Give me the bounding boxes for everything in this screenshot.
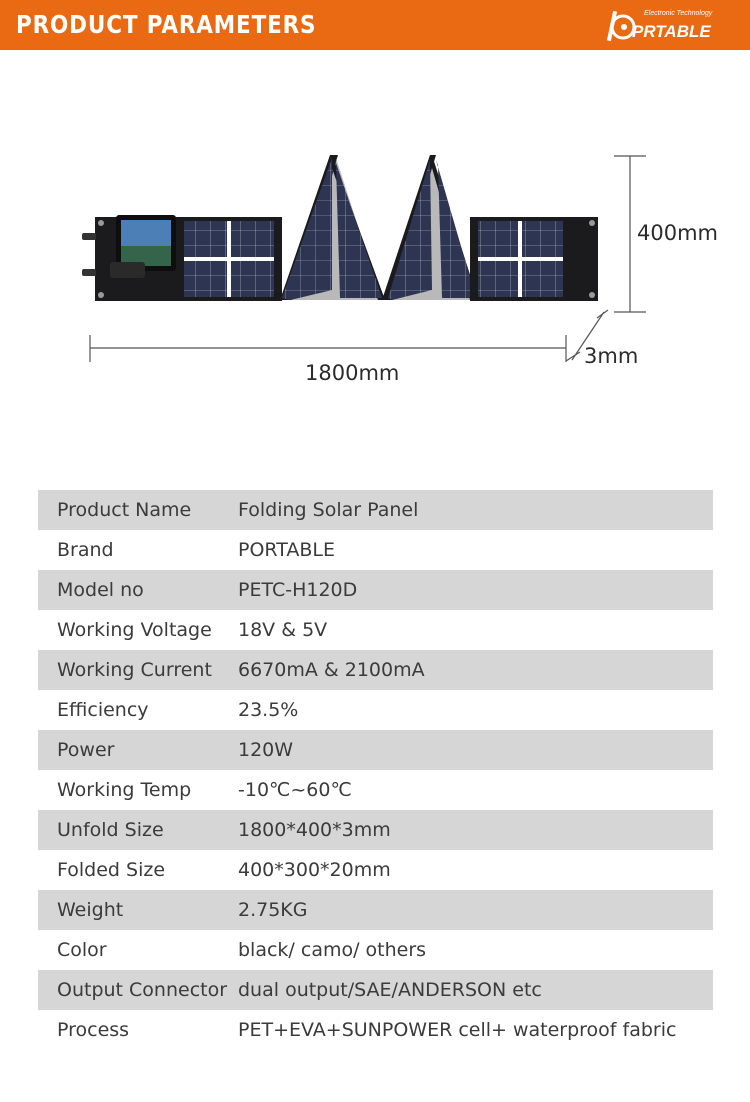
param-value: 1800*400*3mm (238, 819, 391, 841)
table-row (38, 1010, 713, 1050)
thickness-dimension-label: 3mm (584, 344, 639, 368)
param-label: Working Temp (57, 779, 192, 801)
table-row (38, 850, 713, 890)
table-row (38, 930, 713, 970)
param-label: Weight (57, 899, 124, 921)
table-row (38, 610, 713, 650)
length-dimension-label: 1800mm (305, 361, 400, 385)
param-label: Folded Size (57, 859, 166, 881)
param-label: Efficiency (57, 699, 149, 721)
parameters-table (38, 490, 713, 1050)
table-row (38, 970, 713, 1010)
table-row (38, 770, 713, 810)
table-row (38, 890, 713, 930)
logo-wordmark: PRTABLE (632, 22, 711, 41)
brand-logo (604, 7, 724, 45)
table-row (38, 810, 713, 850)
param-label: Model no (57, 579, 144, 601)
table-row (38, 730, 713, 770)
solar-panel-left (82, 215, 282, 301)
param-value: 120W (238, 739, 294, 761)
height-dimension-label: 400mm (637, 221, 718, 245)
solar-panel-folded (280, 155, 478, 300)
param-value: 400*300*20mm (238, 859, 391, 881)
param-value: dual output/SAE/ANDERSON etc (238, 979, 542, 1001)
table-row (38, 690, 713, 730)
param-value: 6670mA & 2100mA (238, 659, 425, 681)
page-title: PRODUCT PARAMETERS (16, 10, 317, 39)
param-label: Working Current (57, 659, 212, 681)
table-row (38, 490, 713, 530)
param-label: Output Connector (57, 979, 228, 1001)
header-bar (0, 0, 750, 50)
table-row (38, 530, 713, 570)
param-value: black/ camo/ others (238, 939, 427, 961)
param-value: PETC-H120D (238, 579, 358, 601)
table-row (38, 570, 713, 610)
param-value: 18V & 5V (238, 619, 328, 641)
param-label: Power (57, 739, 115, 761)
param-label: Color (57, 939, 107, 961)
param-label: Brand (57, 539, 114, 561)
logo-tagline: Electronic Technology (644, 10, 713, 17)
param-value: PET+EVA+SUNPOWER cell+ waterproof fabric (238, 1019, 677, 1041)
param-value: Folding Solar Panel (238, 499, 419, 521)
param-label: Unfold Size (57, 819, 164, 841)
param-label: Process (57, 1019, 130, 1041)
param-label: Working Voltage (57, 619, 212, 641)
param-value: -10℃~60℃ (238, 779, 352, 801)
param-value: 2.75KG (238, 899, 308, 921)
table-row (38, 650, 713, 690)
param-label: Product Name (57, 499, 192, 521)
param-value: 23.5% (238, 699, 299, 721)
solar-panel-right (470, 217, 598, 301)
param-value: PORTABLE (238, 539, 335, 561)
